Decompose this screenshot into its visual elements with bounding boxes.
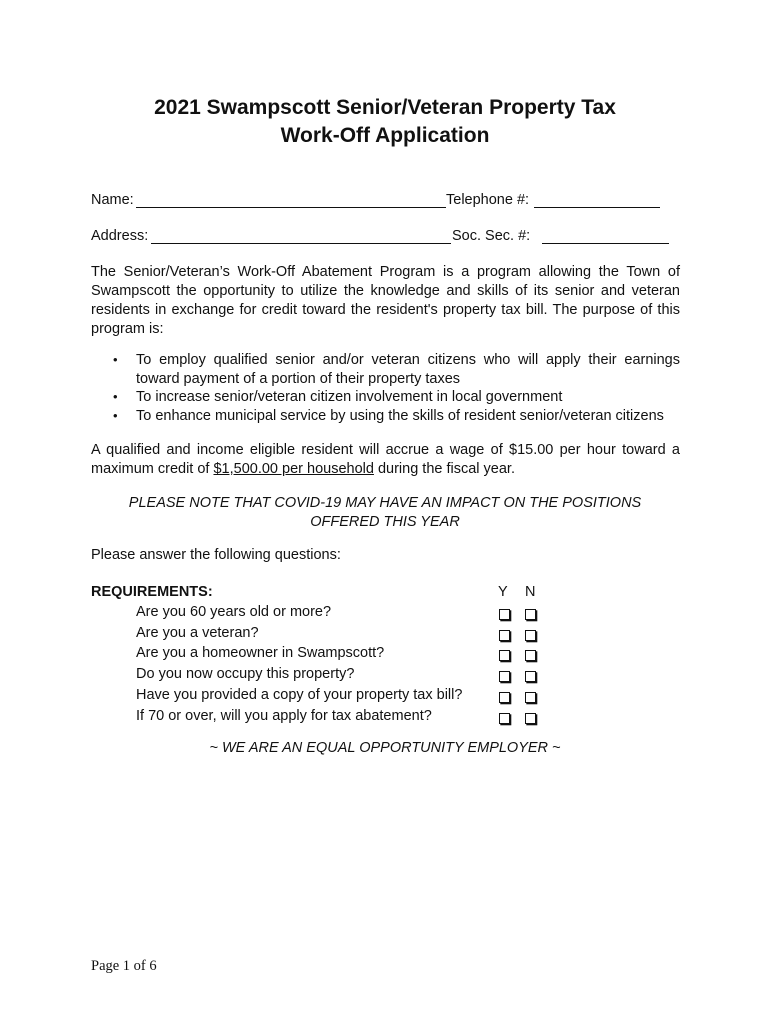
document-subtitle: Work-Off Application bbox=[280, 124, 490, 147]
address-field[interactable] bbox=[151, 243, 451, 244]
bullet-icon: • bbox=[113, 352, 118, 367]
intro-paragraph bbox=[91, 263, 680, 339]
wage-line: A qualified and income eligible resident will accrue a wage of $15.00 per hour toward a bbox=[91, 442, 680, 458]
yes-checkbox[interactable] bbox=[499, 713, 510, 724]
wage-text: maximum credit of bbox=[91, 461, 214, 477]
requirements-heading: REQUIREMENTS: bbox=[91, 584, 213, 600]
question-abatement: If 70 or over, will you apply for tax abatement? bbox=[136, 708, 432, 724]
questions-prompt: Please answer the following questions: bbox=[91, 547, 341, 563]
wage-line bbox=[91, 460, 680, 479]
bullet-icon: • bbox=[113, 389, 118, 404]
yes-column-header: Y bbox=[498, 584, 508, 600]
no-checkbox[interactable] bbox=[525, 609, 536, 620]
page-number: Page 1 of 6 bbox=[91, 958, 157, 974]
list-item-text: To enhance municipal service by using the skills of resident senior/veteran citizens bbox=[136, 407, 664, 424]
yes-checkbox[interactable] bbox=[499, 692, 510, 703]
document-title: 2021 Swampscott Senior/Veteran Property Tax bbox=[154, 96, 616, 119]
intro-line: Swampscott the opportunity to utilize the knowledge and skills of its senior and veteran bbox=[91, 283, 680, 299]
no-column-header: N bbox=[525, 584, 536, 600]
no-checkbox[interactable] bbox=[525, 671, 536, 682]
question-veteran: Are you a veteran? bbox=[136, 625, 259, 641]
question-occupy: Do you now occupy this property? bbox=[136, 666, 355, 682]
max-credit-amount: $1,500.00 per household bbox=[213, 461, 374, 477]
list-item-text: To employ qualified senior and/or veteran citizens who will apply their earnings bbox=[136, 352, 680, 368]
bullet-icon: • bbox=[113, 407, 118, 423]
ssn-field[interactable] bbox=[542, 243, 669, 244]
wage-text: during the fiscal year. bbox=[373, 461, 515, 477]
list-item bbox=[91, 351, 680, 388]
question-tax-bill: Have you provided a copy of your property tax bill? bbox=[136, 687, 463, 703]
ssn-label: Soc. Sec. #: bbox=[452, 228, 531, 244]
no-checkbox[interactable] bbox=[525, 713, 536, 724]
address-label: Address: bbox=[91, 228, 149, 244]
yes-checkbox[interactable] bbox=[499, 609, 510, 620]
yes-checkbox[interactable] bbox=[499, 630, 510, 641]
wage-paragraph bbox=[91, 441, 680, 479]
name-telephone-row bbox=[91, 192, 681, 212]
yes-checkbox[interactable] bbox=[499, 671, 510, 682]
telephone-field[interactable] bbox=[534, 207, 660, 208]
address-ssn-row bbox=[91, 228, 681, 248]
question-homeowner: Are you a homeowner in Swampscott? bbox=[136, 645, 385, 661]
covid-note: PLEASE NOTE THAT COVID-19 MAY HAVE AN IMPACT ON THE POSITIONS bbox=[128, 495, 642, 511]
name-label: Name: bbox=[91, 192, 134, 208]
intro-line: residents in exchange for credit toward the resident's property tax bill. The purpose of this bbox=[91, 302, 680, 318]
purpose-list bbox=[91, 351, 680, 425]
no-checkbox[interactable] bbox=[525, 630, 536, 641]
yes-checkbox[interactable] bbox=[499, 650, 510, 661]
list-item bbox=[91, 407, 680, 426]
no-checkbox[interactable] bbox=[525, 692, 536, 703]
list-item-text: toward payment of a portion of their property taxes bbox=[136, 370, 461, 387]
intro-line: The Senior/Veteran’s Work-Off Abatement Program is a program allowing the Town of bbox=[91, 264, 680, 280]
name-field[interactable] bbox=[136, 207, 446, 208]
list-item bbox=[91, 388, 680, 407]
covid-note-cont: OFFERED THIS YEAR bbox=[310, 514, 460, 530]
telephone-label: Telephone #: bbox=[446, 192, 530, 208]
list-item-text: To increase senior/veteran citizen involvement in local government bbox=[136, 389, 563, 405]
intro-line: program is: bbox=[91, 321, 164, 337]
no-checkbox[interactable] bbox=[525, 650, 536, 661]
equal-opportunity-statement: ~ WE ARE AN EQUAL OPPORTUNITY EMPLOYER ~ bbox=[209, 740, 561, 756]
question-age: Are you 60 years old or more? bbox=[136, 604, 332, 620]
